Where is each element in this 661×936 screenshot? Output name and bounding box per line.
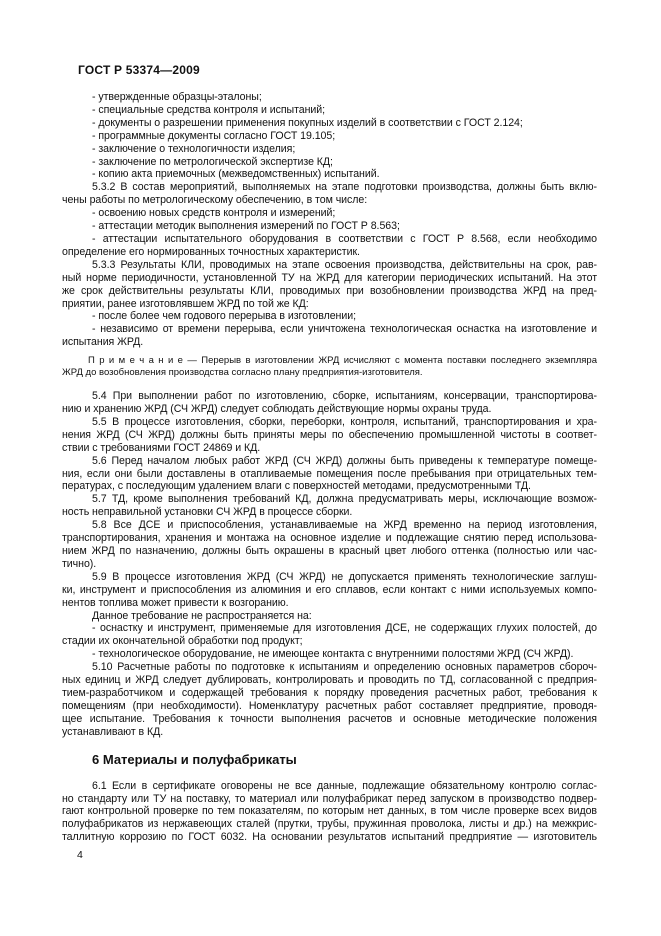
paragraph (62, 493, 597, 519)
text-line: устанавливают в КД. (62, 725, 164, 738)
text-line: ных единиц и ЖРД следует дублировать, контролировать и проводить по ТД, согласованной с предприя- (62, 674, 597, 687)
note (62, 355, 597, 379)
text-line: 5.10 Расчетные работы по подготовке к испытаниям и определению основных параметров сбороч- (92, 661, 597, 674)
text-line: - технологическое оборудование, не имеющее контакта с внутренними полостями ЖРД (СЧ ЖРД). (92, 648, 574, 661)
paragraph (62, 259, 597, 311)
text-line: полуфабрикатов из нержавеющих сталей (прутки, трубы, пружинная проволока, листы и др.) на межкрис- (62, 818, 597, 831)
text-line: щее испытание. Требования к точности выполнения расчетов и основные методические положения (62, 712, 597, 725)
list-item (62, 168, 597, 181)
list-item (62, 143, 597, 156)
text-line: - аттестации испытательного оборудования в соответствии с ГОСТ Р 8.568, если необходимо (92, 232, 597, 245)
section-heading (62, 752, 597, 768)
text-line: - документы о разрешении применения покупных изделий в соответствии с ГОСТ 2.124; (92, 116, 523, 129)
list-item (62, 117, 597, 130)
text-line: ки, инструмент и приспособления из алюминия и его сплавов, если контакт с ними используемых компо- (62, 583, 597, 596)
text-line: 5.3.3 Результаты КЛИ, проводимых на этапе освоения производства, действительны на срок, рав- (92, 258, 597, 271)
text-line: - специальные средства контроля и испытаний; (92, 103, 326, 116)
list-item (62, 104, 597, 117)
text-line: чены работы по метрологическому обеспечению, в том числе: (62, 194, 368, 207)
text-line: - оснастку и инструмент, применяемые для изготовления ДСЕ, не содержащих глухих полостей, до (92, 622, 597, 635)
list-item (62, 156, 597, 169)
text-line: 6 Материалы и полуфабрикаты (92, 751, 297, 767)
paragraph (62, 181, 597, 207)
text-line: 6.1 Если в сертификате оговорены не все данные, подлежащие обязательному контролю соглас- (92, 779, 597, 792)
page-number: 4 (77, 849, 83, 861)
text-line: - независимо от времени перерыва, если уничтожена технологическая оснастка на изготовление и (92, 323, 597, 336)
text-line: ность неправильной установки СЧ ЖРД в процессе сборки. (62, 506, 353, 519)
list-item (62, 91, 597, 104)
list-item (62, 622, 597, 648)
text-line: - заключение по метрологической экспертизе КД; (92, 155, 333, 168)
paragraph (62, 519, 597, 571)
text-line: 5.3.2 В состав мероприятий, выполняемых на этапе подготовки производства, должны быть вклю- (92, 181, 597, 194)
list-item (62, 233, 597, 259)
text-line: 5.5 В процессе изготовления, сборки, переборки, контроля, испытаний, транспортирования и хра- (92, 415, 597, 428)
text-line: ный норме периодичности, установленной ТУ на ЖРД для категории периодических испытаний. На этот (62, 271, 597, 284)
list-item (62, 323, 597, 349)
document-designation: ГОСТ Р 53374—2009 (78, 63, 200, 77)
text-line: 5.9 В процессе изготовления ЖРД (СЧ ЖРД) не допускается применять технологические заглуш- (92, 570, 597, 583)
text-line: - после более чем годового перерыва в изготовлении; (92, 310, 356, 323)
text-line: - заключение о технологичности изделия; (92, 142, 296, 155)
text-line: 5.7 ТД, кроме выполнения требований КД, должна предусматривать меры, исключающие возмож- (92, 493, 597, 506)
paragraph (62, 390, 597, 416)
text-line: помещениям (при необходимости). Номенклатуру расчетных работ составляет предприятие, проводя- (62, 699, 597, 712)
text-line: П р и м е ч а н и е — Перерыв в изготовлении ЖРД исчисляют с момента поставки последнего экземпляра (88, 355, 597, 367)
paragraph (62, 780, 597, 845)
paragraph (62, 416, 597, 455)
text-line: стадии их окончательной обработки под продукт; (62, 635, 303, 648)
text-line: - освоению новых средств контроля и измерений; (92, 207, 336, 220)
text-line: 5.8 Все ДСЕ и приспособления, устанавливаемые на ЖРД временно на период изготовления, (92, 519, 597, 532)
list-item (62, 207, 597, 220)
paragraph (62, 661, 597, 738)
text-line: определение его нормированных точностных характеристик. (62, 245, 360, 258)
text-line: нения ЖРД (СЧ ЖРД) должны быть приняты меры по обеспечению промышленной чистоты в соответ- (62, 428, 597, 441)
text-line: испытания ЖРД. (62, 336, 144, 349)
text-line: тием-разработчиком и содержащей требования к порядку проведения расчетных работ, требования к (62, 686, 597, 699)
list-item (62, 130, 597, 143)
text-line: - аттестации методик выполнения измерений по ГОСТ Р 8.563; (92, 220, 400, 233)
text-line: пературах, с последующим удалением влаги с поверхностей методами, предусмотренными ТД. (62, 480, 531, 493)
paragraph (62, 610, 597, 623)
text-line: гают контрольной проверке по тем показателям, по которым нет данных, в том числе проверке всех видов (62, 805, 597, 818)
text-line: транспортирования, хранения и монтажа на основное изделие и подлежащие снятию перед использова- (62, 532, 597, 545)
text-line: приятии, ранее изготовлявшем ЖРД по той же КД: (62, 297, 309, 310)
list-item (62, 310, 597, 323)
text-line: нию и хранению ЖРД (СЧ ЖРД) следует соблюдать действующие нормы охраны труда. (62, 403, 492, 416)
text-line: ЖРД до возобновления производства согласно плану предприятия-изготовителя. (62, 367, 423, 379)
text-line: 5.4 При выполнении работ по изготовлению, сборке, испытаниям, консервации, транспортирова- (92, 390, 597, 403)
paragraph (62, 571, 597, 610)
text-line: таллитную коррозию по ГОСТ 6032. На основании результатов испытаний предприятие — изготовитель (62, 831, 597, 844)
text-line: Данное требование не распространяется на: (92, 609, 312, 622)
text-line: - программные документы согласно ГОСТ 19.105; (92, 129, 336, 142)
paragraph (62, 455, 597, 494)
text-line: - утвержденные образцы-эталоны; (92, 91, 262, 103)
text-line: 5.6 Перед началом любых работ ЖРД (СЧ ЖРД) должны быть приведены к температуре помеще- (92, 454, 597, 467)
document-body (62, 91, 597, 844)
list-item (62, 220, 597, 233)
text-line: нием ЖРД по назначению, должны быть окрашены в красный цвет любого оттенка (полностью или час- (62, 545, 597, 557)
text-line: тично). (62, 557, 97, 570)
text-line: нентов топлива может привести к возгоранию. (62, 596, 289, 609)
text-line: но стандарту или ТУ на поставку, то материал или полуфабрикат перед запуском в производство подвер- (62, 792, 597, 805)
list-item (62, 648, 597, 661)
text-line: - копию акта приемочных (межведомственных) испытаний. (92, 168, 380, 181)
text-line: же срок действительны результаты КЛИ, проводимых при возобновлении производства ЖРД на пред- (62, 284, 597, 297)
text-line: ствии с требованиями ГОСТ 24869 и КД. (62, 441, 261, 454)
text-line: ния, если они были доставлены в отапливаемые помещения после пребывания при отрицательных тем- (62, 467, 597, 480)
